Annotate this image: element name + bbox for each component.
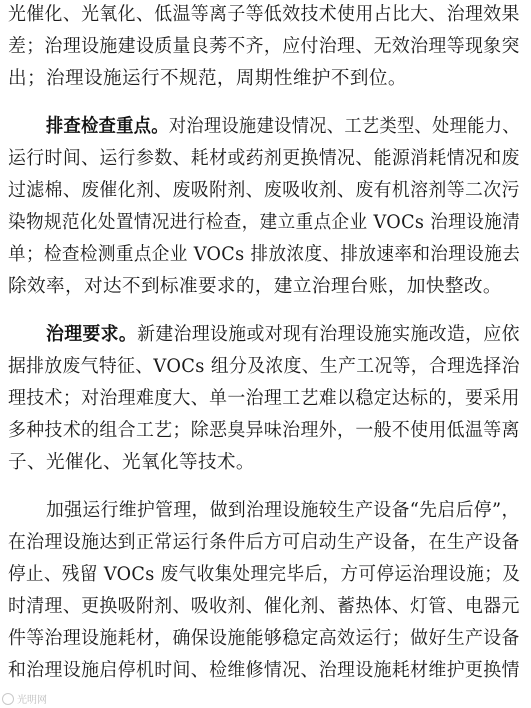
watermark: [2, 691, 47, 706]
paragraph-4-line-3: 停止、残留 VOCs 废气收集处理完毕后，方可停运治理设施；及: [8, 564, 521, 585]
paragraph-3-line-1: 新建治理设施或对现有治理设施实施改造，应依: [137, 324, 520, 345]
watermark-text: 光明网: [17, 695, 47, 706]
paragraph-4-line-4: 时清理、更换吸附剂、吸收剂、催化剂、蓄热体、灯管、电器元: [8, 596, 520, 617]
paragraph-4-line-2: 在治理设施达到正常运行条件后方可启动生产设备，在生产设备: [8, 532, 520, 553]
paragraph-2-heading: 排查检查重点。: [46, 116, 169, 137]
paragraph-3-line-2: 据排放废气特征、VOCs 组分及浓度、生产工况等，合理选择治: [8, 356, 520, 377]
paragraph-2-line-2: 运行时间、运行参数、耗材或药剂更换情况、能源消耗情况和废: [8, 148, 520, 169]
paragraph-3-line-5: 子、光催化、光氧化等技术。: [8, 452, 255, 473]
paragraph-2-first-line: [46, 115, 520, 139]
paragraph-3-line-3: 理技术；对治理难度大、单一治理工艺难以稳定达标的，要采用: [8, 388, 520, 409]
paragraph-4-line-5: 件等治理设施耗材，确保设施能够稳定高效运行；做好生产设备: [8, 628, 520, 649]
paragraph-1-line-1: 光催化、光氧化、低温等离子等低效技术使用占比大、治理效果: [8, 4, 520, 25]
paragraph-4-line-6: 和治理设施启停机时间、检维修情况、治理设施耗材维护更换情: [8, 660, 520, 681]
paragraph-3-first-line: [46, 323, 520, 347]
paragraph-1-line-2: 差；治理设施建设质量良莠不齐，应付治理、无效治理等现象突: [8, 36, 520, 57]
paragraph-2-line-5: 单；检查检测重点企业 VOCs 排放浓度、排放速率和治理设施去: [8, 244, 521, 265]
watermark-logo-icon: [2, 693, 14, 705]
paragraph-4-line-1: 加强运行维护管理，做到治理设施较生产设备“先启后停”，: [46, 500, 520, 521]
paragraph-2-line-3: 过滤棉、废催化剂、废吸附剂、废吸收剂、废有机溶剂等二次污: [8, 180, 520, 201]
paragraph-3-line-4: 多种技术的组合工艺；除恶臭异味治理外，一般不使用低温等离: [8, 420, 520, 441]
paragraph-3-heading: 治理要求。: [46, 324, 138, 345]
paragraph-2-line-4: 染物规范化处置情况进行检查，建立重点企业 VOCs 治理设施清: [8, 212, 521, 233]
paragraph-2-line-1: 对治理设施建设情况、工艺类型、处理能力、: [168, 116, 520, 137]
paragraph-2-line-6: 除效率，对达不到标准要求的，建立治理台账，加快整改。: [8, 276, 502, 297]
paragraph-1-line-3: 出；治理设施运行不规范，周期性维护不到位。: [8, 68, 407, 89]
